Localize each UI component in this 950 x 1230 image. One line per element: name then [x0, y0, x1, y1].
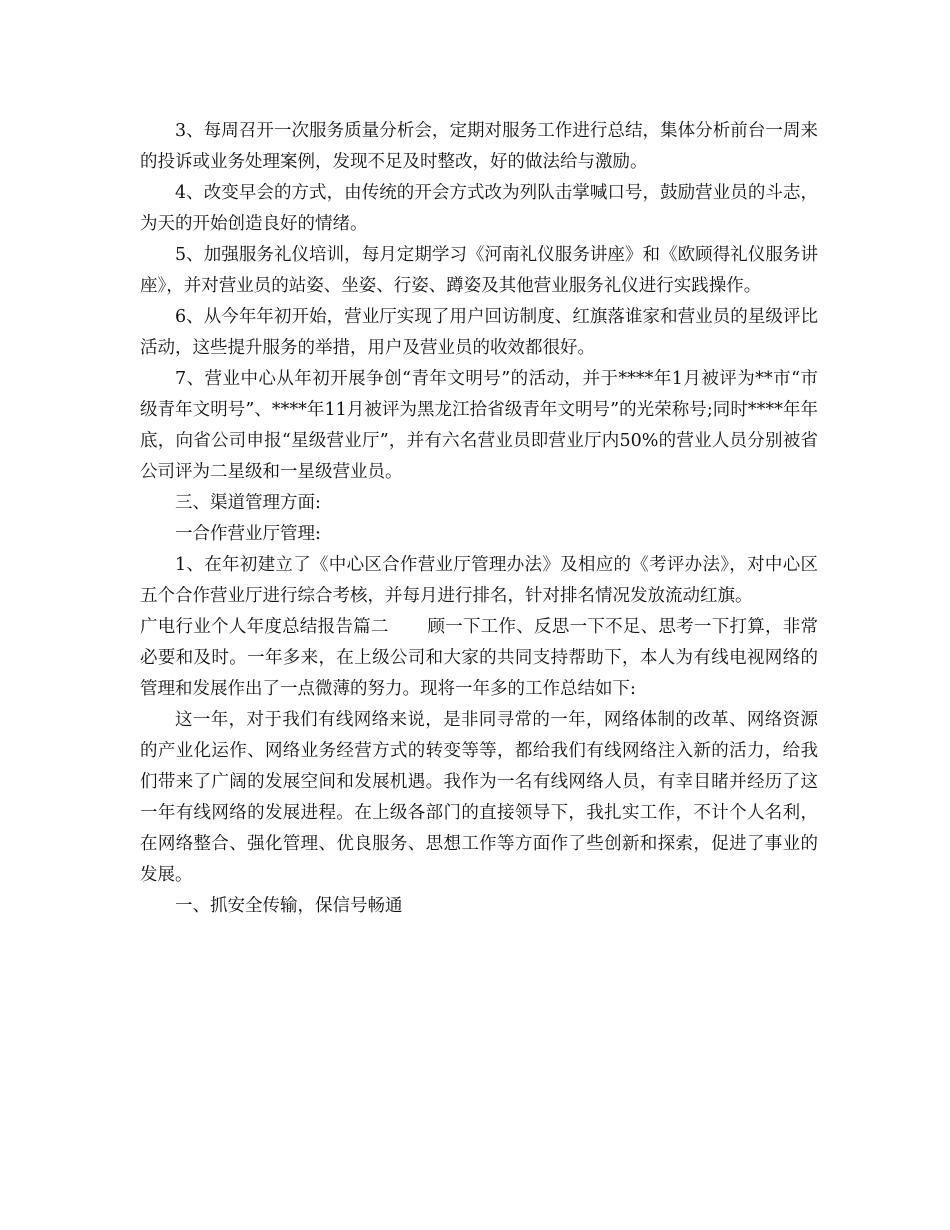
paragraph-item-3: 3、每周召开一次服务质量分析会，定期对服务工作进行总结，集体分析前台一周来的投诉或业务处理案例，发现不足及时整改，好的做法给与激励。	[140, 121, 818, 172]
section-heading-safe-transmission: 一、抓安全传输，保信号畅通	[175, 896, 403, 916]
paragraph-item-6: 6、从今年年初开始，营业厅实现了用户回访制度、红旗落谁家和营业员的星级评比活动，这些提升服务的举措，用户及营业员的收效都很好。	[140, 307, 818, 358]
section-heading-channel-management: 三、渠道管理方面:	[175, 493, 321, 513]
section-intro-paragraph	[140, 612, 818, 705]
section-title: 广电行业个人年度总结报告篇二	[140, 617, 389, 637]
paragraph-item-7: 7、营业中心从年初开展争创“青年文明号”的活动，并于****年1月被评为**市“市级青年文明号”、****年11月被评为黑龙江拾省级青年文明号”的光荣称号;同时****年年底，向省公司申报“星级营业厅”，并有六名营业员即营业厅内50%的营业人员分别被省公司评为二星级和一星级营业员。	[140, 369, 818, 482]
document-body	[140, 116, 818, 922]
subsection-heading-partner-hall: 一合作营业厅管理:	[175, 524, 321, 544]
section-intro-text: 顾一下工作、反思一下不足、思考一下打算，非常必要和及时。一年多来，在上级公司和大家的共同支持帮助下，本人为有线电视网络的管理和发展作出了一点微薄的努力。现将一年多的工作总结如下:	[140, 617, 819, 699]
paragraph-year-review: 这一年，对于我们有线网络来说，是非同寻常的一年，网络体制的改革、网络资源的产业化运作、网络业务经营方式的转变等等，都给我们有线网络注入新的活力，给我们带来了广阔的发展空间和发展机遇。我作为一名有线网络人员，有幸目睹并经历了这一年有线网络的发展进程。在上级各部门的直接领导下，我扎实工作，不计个人名利，在网络整合、强化管理、优良服务、思想工作等方面作了些创新和探索，促进了事业的发展。	[140, 710, 818, 885]
paragraph-item-partner-1: 1、在年初建立了《中心区合作营业厅管理办法》及相应的《考评办法》，对中心区五个合作营业厅进行综合考核，并每月进行排名，针对排名情况发放流动红旗。	[140, 555, 818, 606]
paragraph-item-4: 4、改变早会的方式，由传统的开会方式改为列队击掌喊口号，鼓励营业员的斗志，为天的开始创造良好的情绪。	[140, 183, 818, 234]
paragraph-item-5: 5、加强服务礼仪培训，每月定期学习《河南礼仪服务讲座》和《欧顾得礼仪服务讲座》，并对营业员的站姿、坐姿、行姿、蹲姿及其他营业服务礼仪进行实践操作。	[140, 245, 818, 296]
